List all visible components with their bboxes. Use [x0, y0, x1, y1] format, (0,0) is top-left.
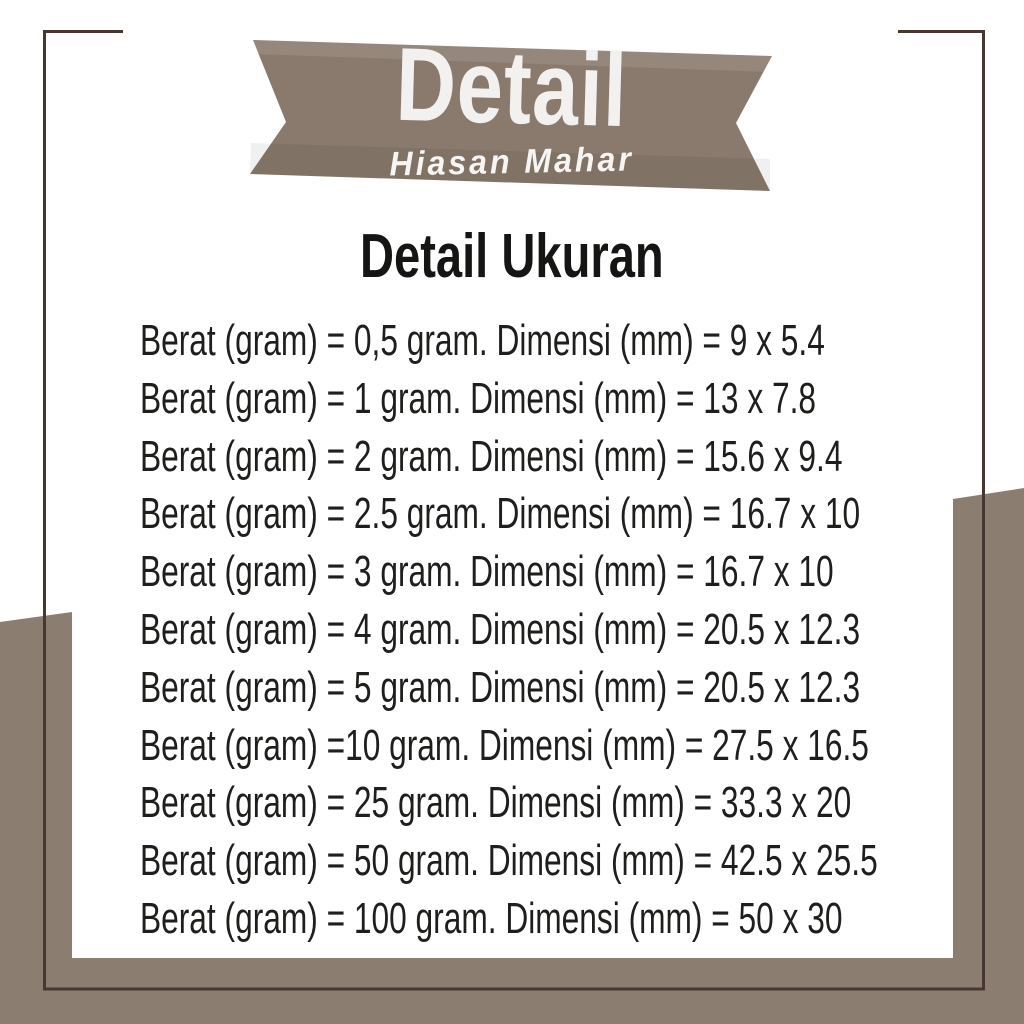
banner-subtitle: Hiasan Mahar	[389, 140, 635, 184]
size-line: Berat (gram) = 25 gram. Dimensi (mm) = 33.3 x 20	[140, 778, 852, 828]
size-line: Berat (gram) = 3 gram. Dimensi (mm) = 16.7 x 10	[140, 547, 834, 597]
size-line: Berat (gram) = 2.5 gram. Dimensi (mm) = 16.7 x 10	[140, 489, 861, 539]
size-line: Berat (gram) = 5 gram. Dimensi (mm) = 20.5 x 12.3	[140, 662, 861, 712]
size-list	[140, 312, 878, 948]
size-line: Berat (gram) = 4 gram. Dimensi (mm) = 20.5 x 12.3	[140, 604, 861, 654]
size-line: Berat (gram) = 50 gram. Dimensi (mm) = 42.5 x 25.5	[140, 836, 878, 886]
page-title: Detail Ukuran	[360, 222, 664, 291]
size-line: Berat (gram) = 100 gram. Dimensi (mm) = 50 x 30	[140, 893, 843, 943]
size-line: Berat (gram) = 0,5 gram. Dimensi (mm) = 9 x 5.4	[140, 316, 825, 365]
size-line: Berat (gram) = 1 gram. Dimensi (mm) = 13 x 7.8	[140, 373, 817, 423]
size-line: Berat (gram) = 2 gram. Dimensi (mm) = 15.6 x 9.4	[140, 431, 843, 481]
heading-wrap	[0, 222, 1024, 291]
banner-title: Detail	[394, 26, 630, 150]
size-line: Berat (gram) =10 gram. Dimensi (mm) = 27.5 x 16.5	[140, 720, 869, 770]
